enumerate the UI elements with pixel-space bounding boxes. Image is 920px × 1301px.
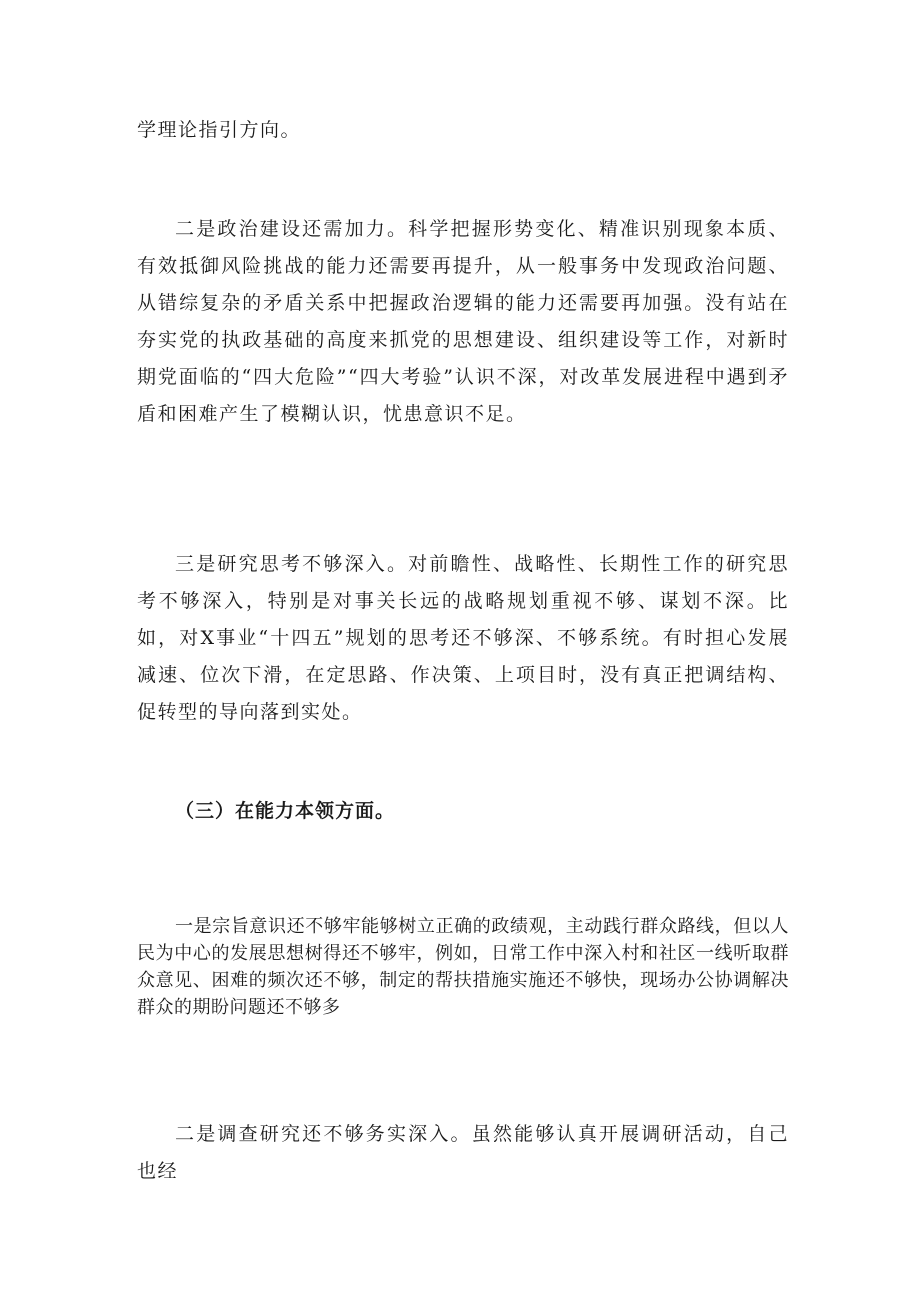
section-heading: （三）在能力本领方面。	[175, 800, 396, 822]
paragraph-purpose-awareness: 一是宗旨意识还不够牢能够树立正确的政绩观，主动践行群众路线，但以人民为中心的发展思想树得还不够牢，例如，日常工作中深入村和社区一线听取群众意见、困难的频次还不够，制定的帮扶措施实施还不够快，现场办公协调解决群众的期盼问题还不够多	[137, 916, 789, 1018]
paragraph-research-thinking: 三是研究思考不够深入。对前瞻性、战略性、长期性工作的研究思考不够深入，特别是对事关长远的战略规划重视不够、谋划不深。比如，对X事业“十四五”规划的思考还不够深、不够系统。有时担心发展减速、位次下滑，在定思路、作决策、上项目时，没有真正把调结构、促转型的导向落到实处。	[137, 553, 789, 723]
paragraph-continuation: 学理论指引方向。	[137, 119, 302, 141]
paragraph-political-building: 二是政治建设还需加力。科学把握形势变化、精准识别现象本质、有效抵御风险挑战的能力还需要再提升，从一般事务中发现政治问题、从错综复杂的矛盾关系中把握政治逻辑的能力还需要再加强。没有站在夯实党的执政基础的高度来抓党的思想建设、组织建设等工作，对新时期党面临的“四大危险”“四大考验”认识不深，对改革发展进程中遇到矛盾和困难产生了模糊认识，忧患意识不足。	[137, 218, 789, 425]
paragraph-investigation: 二是调查研究还不够务实深入。虽然能够认真开展调研活动，自己也经	[137, 1123, 789, 1182]
